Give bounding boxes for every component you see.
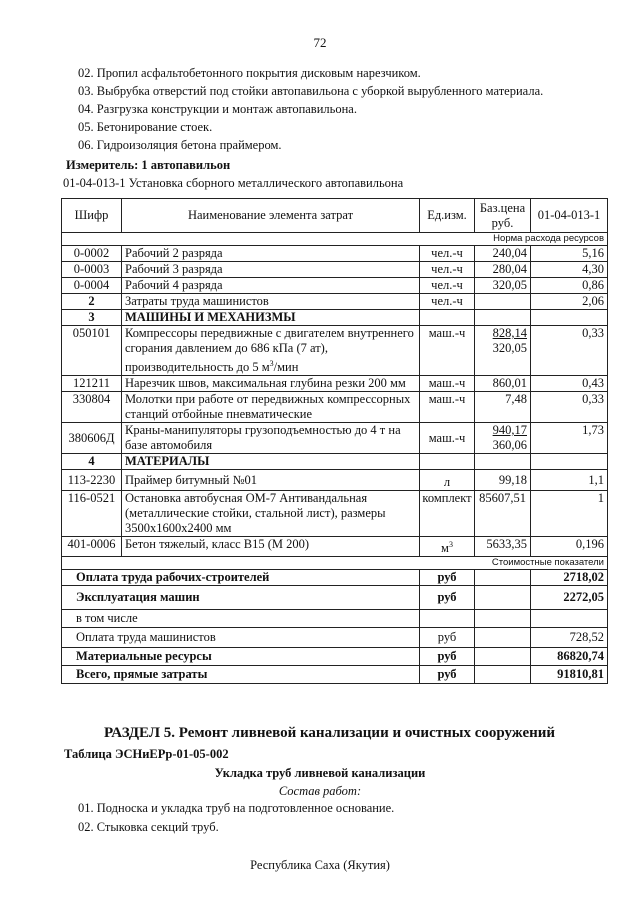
table-row: 330804 Молотки при работе от передвижных компрессорных станций отбойные пневматические маш.-ч 7,48 0,33 [62, 392, 608, 423]
table-row: 0-0003 Рабочий 3 разряда чел.-ч 280,04 4,30 [62, 262, 608, 278]
table-row: 2 Затраты труда машинистов чел.-ч 2,06 [62, 294, 608, 310]
work-title: Укладка труб ливневой канализации [214, 766, 426, 780]
operation-item: 03. Выбрубка отверстий под стойки автопавильона с уборкой вырубленного материала. [78, 84, 544, 98]
work-composition: Состав работ: [278, 784, 362, 798]
measure-unit: Измеритель: 1 автопавильон [66, 158, 231, 172]
table-row: 401-0006 Бетон тяжелый, класс В15 (М 200) $м^3$ 5633,35 0,196 [62, 537, 608, 557]
table-row: 380606Д Краны-манипуляторы грузоподъемностью до 4 т на базе автомобиля маш.-ч 940,17 360,06 1,73 [62, 423, 608, 454]
cost-row: в том числе [62, 610, 608, 628]
section-row: 4 МАТЕРИАЛЫ [62, 454, 608, 470]
header-name: Наименование элемента затрат [122, 199, 420, 233]
section-title: РАЗДЕЛ 5. Ремонт ливневой канализации и очистных сооружений [104, 725, 556, 741]
header-code: Шифр [62, 199, 122, 233]
header-unit: Ед.изм. [420, 199, 475, 233]
cost-caption: Стоимостные показатели [531, 557, 608, 570]
table-reference: Таблица ЭСНиЕРр-01-05-002 [64, 747, 229, 761]
operation-item: 04. Разгрузка конструкции и монтаж автопавильона. [78, 102, 357, 116]
table-subtitle: 01-04-013-1 Установка сборного металлического автопавильона [63, 176, 404, 190]
norm-caption: Норма расхода ресурсов [531, 233, 608, 246]
cost-row: Материальные ресурсы руб 86820,74 [62, 648, 608, 666]
footer: Республика Саха (Якутия) [250, 858, 390, 872]
cost-row: Всего, прямые затраты руб 91810,81 [62, 666, 608, 684]
table-row: 050101 Компрессоры передвижные с двигателем внутреннего сгорания давлением до 686 кПа (7 ат), производительность до 5 $м^3$/мин маш.-ч 828,14 320,05 0,33 [62, 326, 608, 376]
operation-item: 02. Стыковка секций труб. [78, 820, 219, 834]
table-header-row [62, 199, 608, 233]
table-row: 121211 Нарезчик швов, максимальная глубина резки 200 мм маш.-ч 860,01 0,43 [62, 376, 608, 392]
resource-table [61, 198, 608, 684]
cost-caption-row [62, 557, 608, 570]
cost-row: Эксплуатация машин руб 2272,05 [62, 586, 608, 610]
norm-caption-row [62, 233, 608, 246]
cost-row: Оплата труда машинистов руб 728,52 [62, 628, 608, 648]
operation-item: 02. Пропил асфальтобетонного покрытия дисковым нарезчиком. [78, 66, 421, 80]
operation-item: 01. Поднoска и укладка труб на подготовленное основание. [78, 801, 395, 815]
operation-item: 05. Бетонирование стоек. [78, 120, 213, 134]
section-row: 3 МАШИНЫ И МЕХАНИЗМЫ [62, 310, 608, 326]
operation-item: 06. Гидроизоляция бетона праймером. [78, 138, 282, 152]
table-row: 116-0521 Остановка автобусная ОМ-7 Антивандальная (металлические стойки, стальной лист), размеры 3500х1600х2400 мм комплект 85607,51 1 [62, 491, 608, 537]
page-number: 72 [313, 35, 327, 50]
header-norm: 01-04-013-1 [531, 199, 608, 233]
cost-row: Оплата труда рабочих-строителей руб 2718,02 [62, 570, 608, 586]
table-row: 0-0002 Рабочий 2 разряда чел.-ч 240,04 5,16 [62, 246, 608, 262]
table-row: 113-2230 Праймер битумный №01 л 99,18 1,1 [62, 470, 608, 491]
table-row: 0-0004 Рабочий 4 разряда чел.-ч 320,05 0,86 [62, 278, 608, 294]
header-price: Баз.цена руб. [475, 199, 531, 233]
